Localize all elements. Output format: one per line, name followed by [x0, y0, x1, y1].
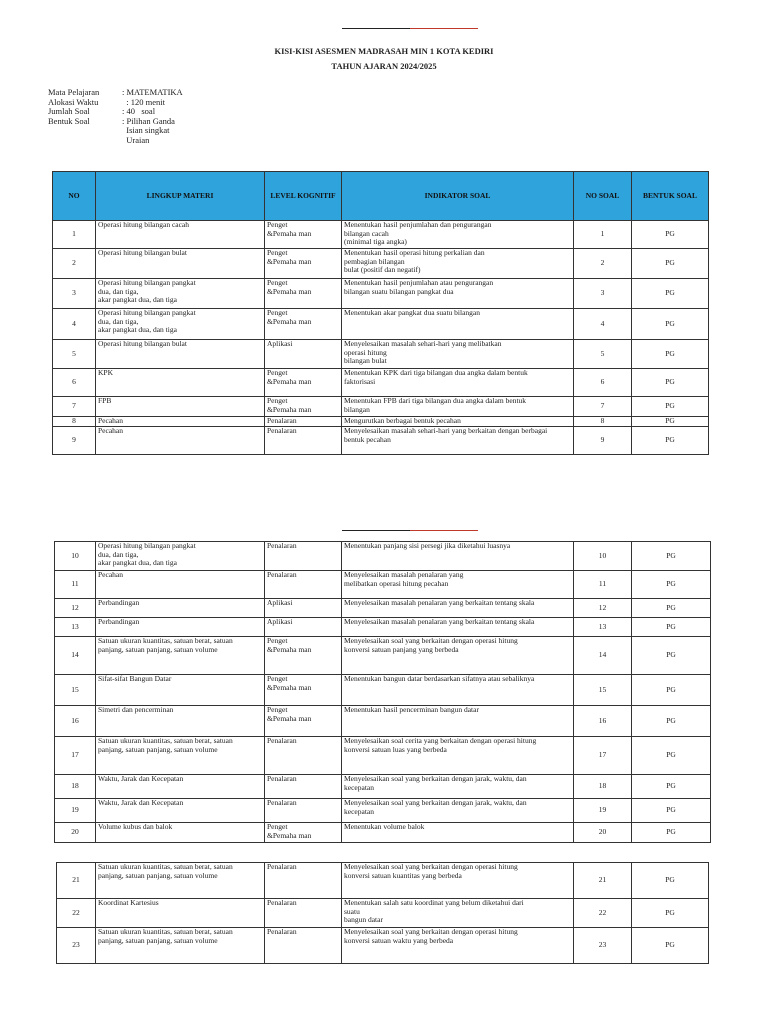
- row-level-kognitif: Penget &Pemaha man: [265, 221, 342, 249]
- row-indikator-soal: Menyelesaikan soal yang berkaitan dengan operasi hitung konversi satuan panjang yang berbeda: [342, 637, 574, 675]
- row-no-soal: 4: [574, 309, 632, 340]
- row-no: 12: [55, 599, 96, 618]
- header-level-kognitif: LEVEL KOGNITIF: [265, 172, 342, 221]
- table-row: [53, 427, 709, 455]
- row-bentuk-soal: PG: [632, 799, 711, 823]
- row-no: 5: [53, 340, 96, 369]
- row-no-soal: 15: [574, 675, 632, 706]
- row-no: 1: [53, 221, 96, 249]
- row-indikator-soal: Menyelesaikan masalah penalaran yang berkaitan tentang skala: [342, 599, 574, 618]
- row-no: 23: [57, 928, 96, 964]
- document-subtitle: TAHUN AJARAN 2024/2025: [331, 61, 437, 71]
- row-bentuk-soal: PG: [632, 675, 711, 706]
- table-row: [55, 823, 711, 843]
- row-level-kognitif: Aplikasi: [265, 340, 342, 369]
- row-no-soal: 19: [574, 799, 632, 823]
- row-no-soal: 13: [574, 618, 632, 637]
- row-lingkup-materi: Sifat-sifat Bangun Datar: [96, 675, 265, 706]
- row-bentuk-soal: PG: [632, 706, 711, 737]
- row-level-kognitif: Penget &Pemaha man: [265, 823, 342, 843]
- row-indikator-soal: Menentukan hasil penjumlahan dan pengurangan bilangan cacah (minimal tiga angka): [342, 221, 574, 249]
- row-level-kognitif: Penget &Pemaha man: [265, 675, 342, 706]
- row-bentuk-soal: PG: [632, 571, 711, 599]
- row-bentuk-soal: PG: [632, 340, 709, 369]
- row-no-soal: 2: [574, 249, 632, 279]
- row-no-soal: 11: [574, 571, 632, 599]
- meta-value: : 120 menit: [122, 96, 165, 107]
- row-indikator-soal: Menyelesaikan soal yang berkaitan dengan jarak, waktu, dan kecepatan: [342, 799, 574, 823]
- row-lingkup-materi: Operasi hitung bilangan cacah: [96, 221, 265, 249]
- row-lingkup-materi: Operasi hitung bilangan pangkat dua, dan tiga, akar pangkat dua, dan tiga: [96, 279, 265, 309]
- table-row: [57, 863, 709, 899]
- header-no-soal: NO SOAL: [574, 172, 632, 221]
- row-no-soal: 23: [574, 928, 632, 964]
- table-row: [55, 775, 711, 799]
- row-level-kognitif: Penalaran: [265, 775, 342, 799]
- header-indikator-soal: INDIKATOR SOAL: [342, 172, 574, 221]
- row-lingkup-materi: Perbandingan: [96, 599, 265, 618]
- row-lingkup-materi: Satuan ukuran kuantitas, satuan berat, satuan panjang, satuan panjang, satuan volume: [96, 928, 265, 964]
- row-bentuk-soal: PG: [632, 928, 709, 964]
- row-no-soal: 17: [574, 737, 632, 775]
- row-indikator-soal: Menyelesaikan soal yang berkaitan dengan operasi hitung konversi satuan kuantitas yang berbeda: [342, 863, 574, 899]
- kisi-kisi-table-page2: [54, 541, 711, 843]
- row-level-kognitif: Penalaran: [265, 863, 342, 899]
- table-row: [55, 706, 711, 737]
- row-no: 13: [55, 618, 96, 637]
- row-bentuk-soal: PG: [632, 637, 711, 675]
- row-lingkup-materi: Operasi hitung bilangan bulat: [96, 249, 265, 279]
- row-level-kognitif: Penget &Pemaha man: [265, 397, 342, 417]
- meta-value: : MATEMATIKA: [122, 87, 183, 97]
- row-no: 15: [55, 675, 96, 706]
- row-no-soal: 14: [574, 637, 632, 675]
- row-no-soal: 12: [574, 599, 632, 618]
- row-no: 4: [53, 309, 96, 340]
- row-lingkup-materi: Koordinat Kartesius: [96, 899, 265, 928]
- table-row: [55, 599, 711, 618]
- row-no: 6: [53, 369, 96, 397]
- table-row: [53, 340, 709, 369]
- row-level-kognitif: Penalaran: [265, 799, 342, 823]
- row-indikator-soal: Menyelesaikan masalah penalaran yang melibatkan operasi hitung pecahan: [342, 571, 574, 599]
- row-no-soal: 22: [574, 899, 632, 928]
- row-level-kognitif: Penalaran: [265, 928, 342, 964]
- meta-key: Bentuk Soal: [48, 115, 90, 126]
- row-indikator-soal: Menyelesaikan masalah penalaran yang berkaitan tentang skala: [342, 618, 574, 637]
- row-bentuk-soal: PG: [632, 221, 709, 249]
- meta-row: [48, 136, 183, 146]
- row-no: 16: [55, 706, 96, 737]
- row-indikator-soal: Menentukan hasil penjumlahan atau pengurangan bilangan suatu bilangan pangkat dua: [342, 279, 574, 309]
- row-level-kognitif: Penget &Pemaha man: [265, 637, 342, 675]
- kisi-kisi-table-page1: [52, 171, 709, 455]
- row-indikator-soal: Menentukan akar pangkat dua suatu bilangan: [342, 309, 574, 340]
- table-row: [53, 397, 709, 417]
- row-bentuk-soal: PG: [632, 863, 709, 899]
- row-no-soal: 6: [574, 369, 632, 397]
- row-bentuk-soal: PG: [632, 427, 709, 455]
- row-bentuk-soal: PG: [632, 417, 709, 427]
- table-row: [53, 221, 709, 249]
- row-bentuk-soal: PG: [632, 542, 711, 571]
- meta-key: [48, 126, 122, 136]
- row-no: 22: [57, 899, 96, 928]
- row-bentuk-soal: PG: [632, 369, 709, 397]
- row-lingkup-materi: Perbandingan: [96, 618, 265, 637]
- row-indikator-soal: Menentukan panjang sisi persegi jika diketahui luasnya: [342, 542, 574, 571]
- row-no: 11: [55, 571, 96, 599]
- row-level-kognitif: Penget &Pemaha man: [265, 706, 342, 737]
- row-lingkup-materi: Volume kubus dan balok: [96, 823, 265, 843]
- row-lingkup-materi: Waktu, Jarak dan Kecepatan: [96, 775, 265, 799]
- row-bentuk-soal: PG: [632, 249, 709, 279]
- row-no-soal: 20: [574, 823, 632, 843]
- row-no-soal: 8: [574, 417, 632, 427]
- row-no-soal: 1: [574, 221, 632, 249]
- row-no: 10: [55, 542, 96, 571]
- row-no-soal: 7: [574, 397, 632, 417]
- row-level-kognitif: Penalaran: [265, 737, 342, 775]
- row-indikator-soal: Menentukan FPB dari tiga bilangan dua angka dalam bentuk bilangan: [342, 397, 574, 417]
- row-level-kognitif: Penalaran: [265, 542, 342, 571]
- row-lingkup-materi: Pecahan: [96, 427, 265, 455]
- row-lingkup-materi: Pecahan: [96, 571, 265, 599]
- row-no-soal: 5: [574, 340, 632, 369]
- row-bentuk-soal: PG: [632, 737, 711, 775]
- row-lingkup-materi: Operasi hitung bilangan pangkat dua, dan tiga, akar pangkat dua, dan tiga: [96, 542, 265, 571]
- header-bentuk-soal: BENTUK SOAL: [632, 172, 709, 221]
- row-bentuk-soal: PG: [632, 397, 709, 417]
- row-bentuk-soal: PG: [632, 618, 711, 637]
- row-indikator-soal: Menyelesaikan masalah sehari-hari yang berkaitan dengan berbagai bentuk pecahan: [342, 427, 574, 455]
- row-level-kognitif: Aplikasi: [265, 618, 342, 637]
- table-row: [53, 249, 709, 279]
- row-bentuk-soal: PG: [632, 279, 709, 309]
- row-bentuk-soal: PG: [632, 599, 711, 618]
- row-bentuk-soal: PG: [632, 309, 709, 340]
- meta-value: : 40 soal: [122, 106, 156, 116]
- row-no: 14: [55, 637, 96, 675]
- row-indikator-soal: Menentukan hasil operasi hitung perkalian dan pembagian bilangan bulat (positif dan negatif): [342, 249, 574, 279]
- header-rule-page2: [342, 530, 478, 531]
- row-lingkup-materi: Satuan ukuran kuantitas, satuan berat, satuan panjang, satuan panjang, satuan volume: [96, 637, 265, 675]
- row-level-kognitif: Penget &Pemaha man: [265, 369, 342, 397]
- table-row: [55, 799, 711, 823]
- table-row: [55, 618, 711, 637]
- table-row: [53, 309, 709, 340]
- row-indikator-soal: Menentukan hasil pencerminan bangun datar: [342, 706, 574, 737]
- row-no: 21: [57, 863, 96, 899]
- table-row: [55, 542, 711, 571]
- row-indikator-soal: Mengurutkan berbagai bentuk pecahan: [342, 417, 574, 427]
- meta-row: [48, 126, 183, 136]
- meta-key: Alokasi Waktu: [48, 96, 99, 107]
- row-lingkup-materi: Operasi hitung bilangan bulat: [96, 340, 265, 369]
- meta-key: Jumlah Soal: [48, 106, 90, 116]
- row-indikator-soal: Menentukan salah satu koordinat yang belum diketahui dari suatu bangun datar: [342, 899, 574, 928]
- row-no: 18: [55, 775, 96, 799]
- meta-block: [48, 88, 183, 145]
- row-no: 20: [55, 823, 96, 843]
- row-indikator-soal: Menyelesaikan soal cerita yang berkaitan dengan operasi hitung konversi satuan luas yang berbeda: [342, 737, 574, 775]
- kisi-kisi-table-page3: [56, 862, 709, 964]
- row-lingkup-materi: KPK: [96, 369, 265, 397]
- row-no-soal: 10: [574, 542, 632, 571]
- row-no-soal: 3: [574, 279, 632, 309]
- row-indikator-soal: Menyelesaikan masalah sehari-hari yang melibatkan operasi hitung bilangan bulat: [342, 340, 574, 369]
- row-bentuk-soal: PG: [632, 823, 711, 843]
- row-no: 8: [53, 417, 96, 427]
- row-no: 3: [53, 279, 96, 309]
- header-lingkup-materi: LINGKUP MATERI: [96, 172, 265, 221]
- meta-value: : Pilihan Ganda: [122, 115, 175, 126]
- row-lingkup-materi: FPB: [96, 397, 265, 417]
- row-indikator-soal: Menentukan KPK dari tiga bilangan dua angka dalam bentuk faktorisasi: [342, 369, 574, 397]
- table-row: [57, 899, 709, 928]
- row-no: 7: [53, 397, 96, 417]
- row-no-soal: 18: [574, 775, 632, 799]
- row-no: 19: [55, 799, 96, 823]
- meta-value: Isian singkat: [122, 125, 170, 135]
- row-indikator-soal: Menyelesaikan soal yang berkaitan dengan jarak, waktu, dan kecepatan: [342, 775, 574, 799]
- document-title: KISI-KISI ASESMEN MADRASAH MIN 1 KOTA KEDIRI: [274, 46, 494, 56]
- meta-key: [48, 136, 122, 146]
- row-no: 2: [53, 249, 96, 279]
- header-rule-top: [342, 28, 478, 29]
- row-lingkup-materi: Satuan ukuran kuantitas, satuan berat, satuan panjang, satuan panjang, satuan volume: [96, 737, 265, 775]
- row-no: 9: [53, 427, 96, 455]
- row-level-kognitif: Penget &Pemaha man: [265, 249, 342, 279]
- row-no-soal: 21: [574, 863, 632, 899]
- row-no-soal: 9: [574, 427, 632, 455]
- row-level-kognitif: Penalaran: [265, 417, 342, 427]
- row-indikator-soal: Menyelesaikan soal yang berkaitan dengan operasi hitung konversi satuan waktu yang berbeda: [342, 928, 574, 964]
- row-bentuk-soal: PG: [632, 775, 711, 799]
- row-lingkup-materi: Waktu, Jarak dan Kecepatan: [96, 799, 265, 823]
- header-no: NO: [53, 172, 96, 221]
- row-indikator-soal: Menentukan volume balok: [342, 823, 574, 843]
- table-row: [53, 369, 709, 397]
- table-row: [55, 571, 711, 599]
- row-level-kognitif: Penget &Pemaha man: [265, 309, 342, 340]
- table-row: [53, 279, 709, 309]
- row-no: 17: [55, 737, 96, 775]
- table-row: [55, 737, 711, 775]
- table-row: [55, 637, 711, 675]
- row-lingkup-materi: Pecahan: [96, 417, 265, 427]
- row-indikator-soal: Menentukan bangun datar berdasarkan sifatnya atau sebaliknya: [342, 675, 574, 706]
- row-level-kognitif: Aplikasi: [265, 599, 342, 618]
- row-bentuk-soal: PG: [632, 899, 709, 928]
- table-row: [53, 417, 709, 427]
- row-level-kognitif: Penget &Pemaha man: [265, 279, 342, 309]
- row-lingkup-materi: Satuan ukuran kuantitas, satuan berat, satuan panjang, satuan panjang, satuan volume: [96, 863, 265, 899]
- table-row: [55, 675, 711, 706]
- row-no-soal: 16: [574, 706, 632, 737]
- table-row: [57, 928, 709, 964]
- row-lingkup-materi: Simetri dan pencerminan: [96, 706, 265, 737]
- row-level-kognitif: Penalaran: [265, 571, 342, 599]
- meta-value: Uraian: [122, 134, 150, 145]
- row-level-kognitif: Penalaran: [265, 427, 342, 455]
- row-level-kognitif: Penalaran: [265, 899, 342, 928]
- meta-key: Mata Pelajaran: [48, 87, 100, 97]
- row-lingkup-materi: Operasi hitung bilangan pangkat dua, dan tiga, akar pangkat dua, dan tiga: [96, 309, 265, 340]
